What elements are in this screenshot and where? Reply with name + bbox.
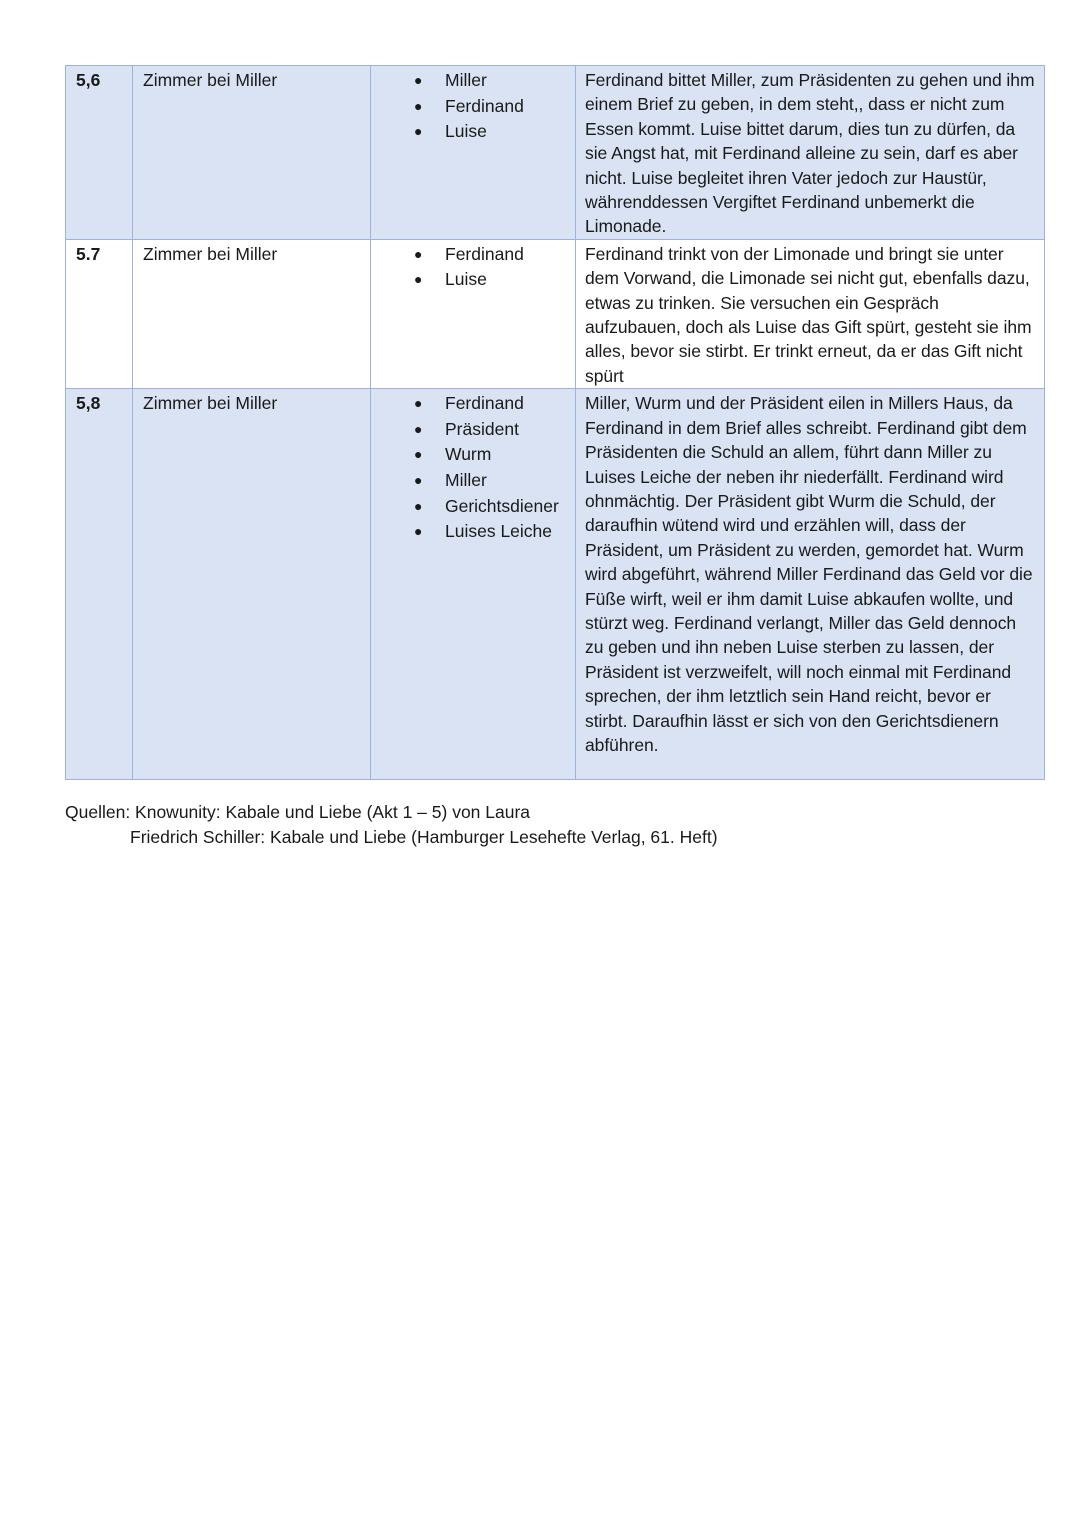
person-name: Luise (445, 269, 487, 290)
scene-place: Zimmer bei Miller (133, 66, 371, 240)
scene-number: 5,8 (66, 389, 133, 780)
list-item (371, 68, 575, 94)
list-item (371, 267, 575, 293)
sources-line: Friedrich Schiller: Kabale und Liebe (Hamburger Lesehefte Verlag, 61. Heft) (130, 826, 718, 847)
bullet-icon: ● (414, 245, 423, 262)
scene-persons (371, 239, 576, 388)
bullet-icon: ● (414, 523, 423, 540)
scene-number: 5,6 (66, 66, 133, 240)
person-name: Präsident (445, 418, 519, 439)
list-item (371, 242, 575, 268)
scene-place: Zimmer bei Miller (133, 389, 371, 780)
person-name: Ferdinand (445, 243, 524, 264)
person-name: Luise (445, 121, 487, 142)
scene-number: 5.7 (66, 239, 133, 388)
scene-persons (371, 389, 576, 780)
table-row (66, 239, 1045, 388)
scene-content: Miller, Wurm und der Präsident eilen in Millers Haus, da Ferdinand in dem Brief alles schreibt. Ferdinand gibt dem Präsidenten die Schuld an allem, führt dann Miller zu Luises Leiche der neben ihr niederfällt. Ferdinand wird ohnmächtig. Der Präsident gibt Wurm die Schuld, der daraufhin wütend wird und erzählen will, dass der Präsident, um Präsident zu werden, gemordet hat. Wurm wird abgeführt, während Miller Ferdinand das Geld vor die Füße wirft, weil er ihm damit Luise abkaufen wollte, und stürzt weg. Ferdinand verlangt, Miller das Geld dennoch zu geben und ihn neben Luise sterben zu lassen, der Präsident ist verzweifelt, will noch einmal mit Ferdinand sprechen, der ihm letztlich sein Hand reicht, bevor er stirbt. Daraufhin lässt er sich von den Gerichtsdienern abführen. (576, 389, 1045, 780)
list-item (371, 119, 575, 145)
list-item (371, 442, 575, 468)
bullet-icon: ● (414, 446, 423, 463)
table-row (66, 66, 1045, 240)
list-item (371, 494, 575, 520)
person-name: Luises Leiche (445, 521, 553, 542)
person-name: Ferdinand (445, 393, 524, 414)
person-name: Wurm (445, 444, 492, 465)
table-row (66, 389, 1045, 780)
scene-persons (371, 66, 576, 240)
persons-list (371, 391, 575, 545)
bullet-icon: ● (414, 123, 423, 140)
list-item (371, 417, 575, 443)
sources-line: Quellen: Knowunity: Kabale und Liebe (Akt 1 – 5) von Laura (65, 802, 531, 822)
sources (65, 800, 718, 849)
bullet-icon: ● (414, 97, 423, 114)
list-item (371, 94, 575, 120)
scene-content: Ferdinand bittet Miller, zum Präsidenten zu gehen und ihm einem Brief zu geben, in dem steht,, dass er nicht zum Essen kommt. Luise bittet darum, dies tun zu dürfen, da sie Angst hat, mit Ferdinand alleine zu sein, darf es aber nicht. Luise begleitet ihren Vater jedoch zur Haustür, währenddessen Vergiftet Ferdinand unbemerkt die Limonade. (576, 66, 1045, 240)
person-name: Miller (445, 70, 487, 90)
list-item (371, 519, 575, 545)
scene-table (65, 65, 1045, 780)
bullet-icon: ● (414, 472, 423, 489)
bullet-icon: ● (414, 72, 423, 88)
person-name: Gerichtsdiener (445, 495, 559, 516)
list-item (371, 391, 575, 417)
scene-place: Zimmer bei Miller (133, 239, 371, 388)
person-name: Miller (445, 470, 487, 491)
bullet-icon: ● (414, 420, 423, 437)
bullet-icon: ● (414, 497, 423, 514)
persons-list (371, 68, 575, 145)
list-item (371, 468, 575, 494)
person-name: Ferdinand (445, 95, 524, 116)
scene-content: Ferdinand trinkt von der Limonade und bringt sie unter dem Vorwand, die Limonade sei nicht gut, ebenfalls dazu, etwas zu trinken. Sie versuchen ein Gespräch aufzubauen, doch als Luise das Gift spürt, gesteht sie ihm alles, bevor sie stirbt. Er trinkt erneut, da er das Gift nicht spürt (576, 239, 1045, 388)
bullet-icon: ● (414, 271, 423, 288)
bullet-icon: ● (414, 395, 423, 412)
persons-list (371, 242, 575, 293)
